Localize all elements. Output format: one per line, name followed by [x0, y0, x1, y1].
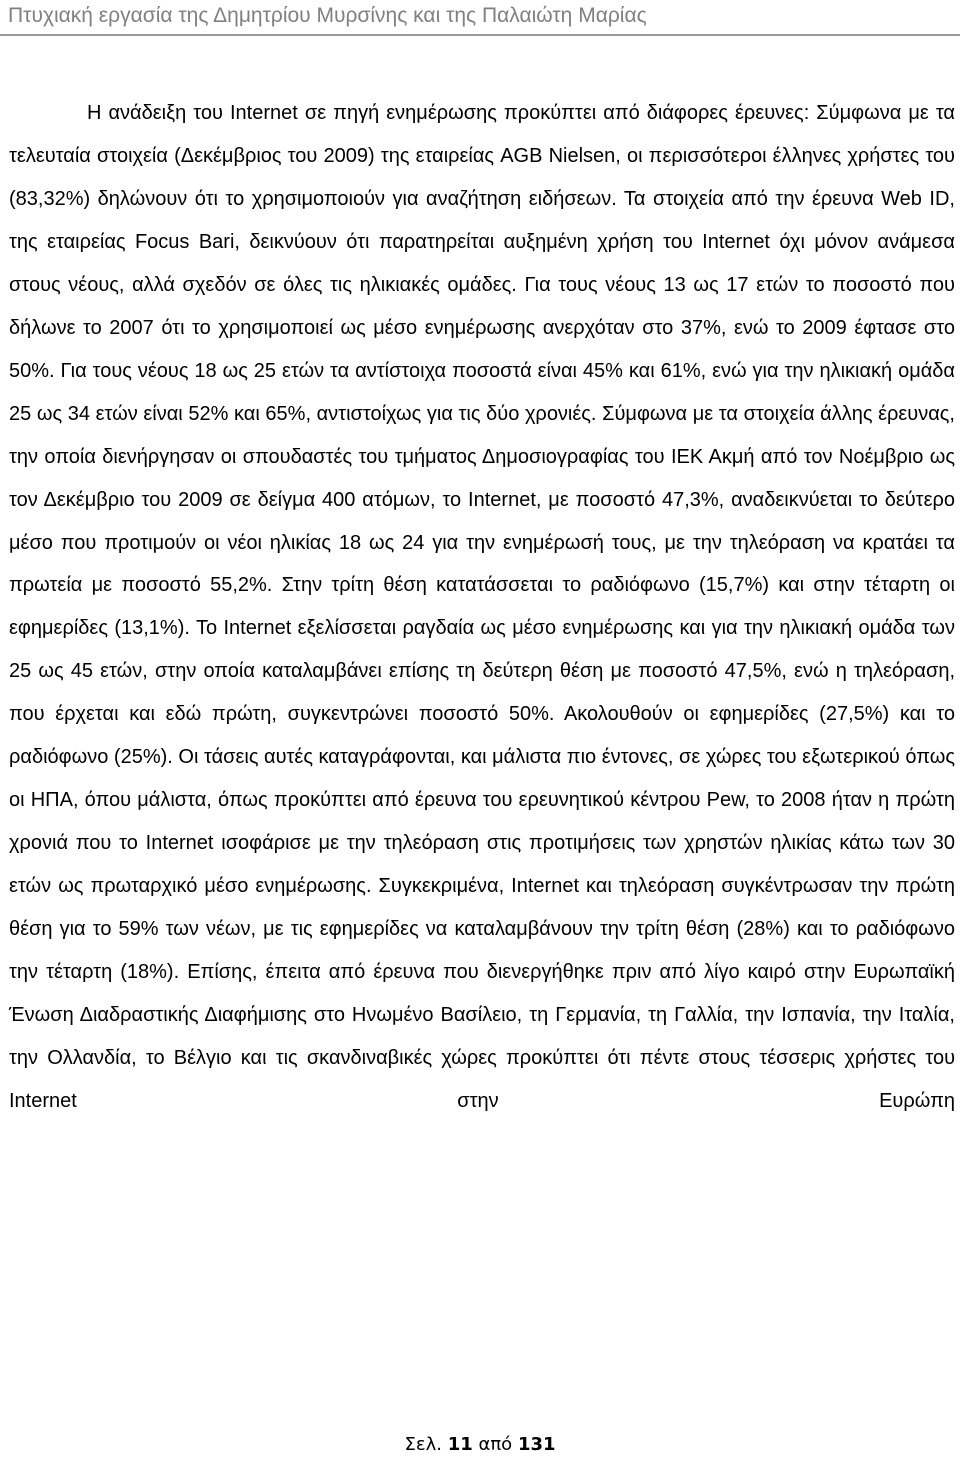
total-pages: 131: [517, 1434, 556, 1455]
page-number: 11: [447, 1434, 473, 1455]
header-divider: [0, 34, 960, 36]
body-paragraph: Η ανάδειξη του Internet σε πηγή ενημέρωσης προκύπτει από διάφορες έρευνες: Σύμφωνα με τα τελευταία στοιχεία (Δεκέμβριος του 2009) της εταιρείας AGB Nielsen, οι περισσότεροι έλληνες χρήστες του (83,32%) δηλώνουν ότι το χρησιμοποιούν για αναζήτηση ειδήσεων. Τα στοιχεία από την έρευνα Web ID, της εταιρείας Focus Bari, δεικνύουν ότι παρατηρείται αυξημένη χρήση του Internet όχι μόνον ανάμεσα στους νέους, αλλά σχεδόν σε όλες τις ηλικιακές ομάδες. Για τους νέους 13 ως 17 ετών το ποσοστό που δήλωνε το 2007 ότι το χρησιμοποιεί ως μέσο ενημέρωσης ανερχόταν στο 37%, ενώ το 2009 έφτασε στο 50%. Για τους νέους 18 ως 25 ετών τα αντίστοιχα ποσοστά είναι 45% και 61%, ενώ για την ηλικιακή ομάδα 25 ως 34 ετών είναι 52% και 65%, αντιστοίχως για τις δύο χρονιές. Σύμφωνα με τα στοιχεία άλλης έρευνας, την οποία διενήργησαν οι σπουδαστές του τμήματος Δημοσιογραφίας του ΙΕΚ Ακμή από τον Νοέμβριο ως τον Δεκέμβριο του 2009 σε δείγμα 400 ατόμων, το Internet, με ποσοστό 47,3%, αναδεικνύεται το δεύτερο μέσο που προτιμούν οι νέοι ηλικίας 18 ως 24 για την ενημέρωσή τους, με την τηλεόραση να κρατάει τα πρωτεία με ποσοστό 55,2%. Στην τρίτη θέση κατατάσσεται το ραδιόφωνο (15,7%) και στην τέταρτη οι εφημερίδες (13,1%). Το Internet εξελίσσεται ραγδαία ως μέσο ενημέρωσης και για την ηλικιακή ομάδα των 25 ως 45 ετών, στην οποία καταλαμβάνει επίσης τη δεύτερη θέση με ποσοστό 47,5%, ενώ η τηλεόραση, που έρχεται και εδώ πρώτη, συγκεντρώνει ποσοστό 50%. Ακολουθούν οι εφημερίδες (27,5%) και το ραδιόφωνο (25%). Οι τάσεις αυτές καταγράφονται, και μάλιστα πιο έντονες, σε χώρες του εξωτερικού όπως οι ΗΠΑ, όπου μάλιστα, όπως προκύπτει από έρευνα του ερευνητικού κέντρου Pew, το 2008 ήταν η πρώτη χρονιά που το Internet ισοφάρισε με την τηλεόραση στις προτιμήσεις των χρηστών ηλικίας κάτω των 30 ετών ως πρωταρχικό μέσο ενημέρωσης. Συγκεκριμένα, Internet και τηλεόραση συγκέντρωσαν την πρώτη θέση για το 59% των νέων, με τις εφημερίδες να καταλαμβάνουν την τρίτη θέση (28%) και το ραδιόφωνο την τέταρτη (18%). Επίσης, έπειτα από έρευνα που διενεργήθηκε πριν από λίγο καιρό στην Ευρωπαϊκή Ένωση Διαδραστικής Διαφήμισης στο Ηνωμένο Βασίλειο, τη Γερμανία, τη Γαλλία, την Ισπανία, την Ιταλία, την Ολλανδία, το Βέλγιο και τις σκανδιναβικές χώρες προκύπτει ότι πέντε στους τέσσερις χρήστες του Internet στην Ευρώπη: [9, 102, 955, 1112]
page-separator: από: [478, 1434, 513, 1455]
page-label: Σελ.: [404, 1434, 442, 1455]
page-footer: [0, 1434, 960, 1456]
page-header-title: Πτυχιακή εργασία της Δημητρίου Μυρσίνης και της Παλαιώτη Μαρίας: [8, 4, 647, 27]
